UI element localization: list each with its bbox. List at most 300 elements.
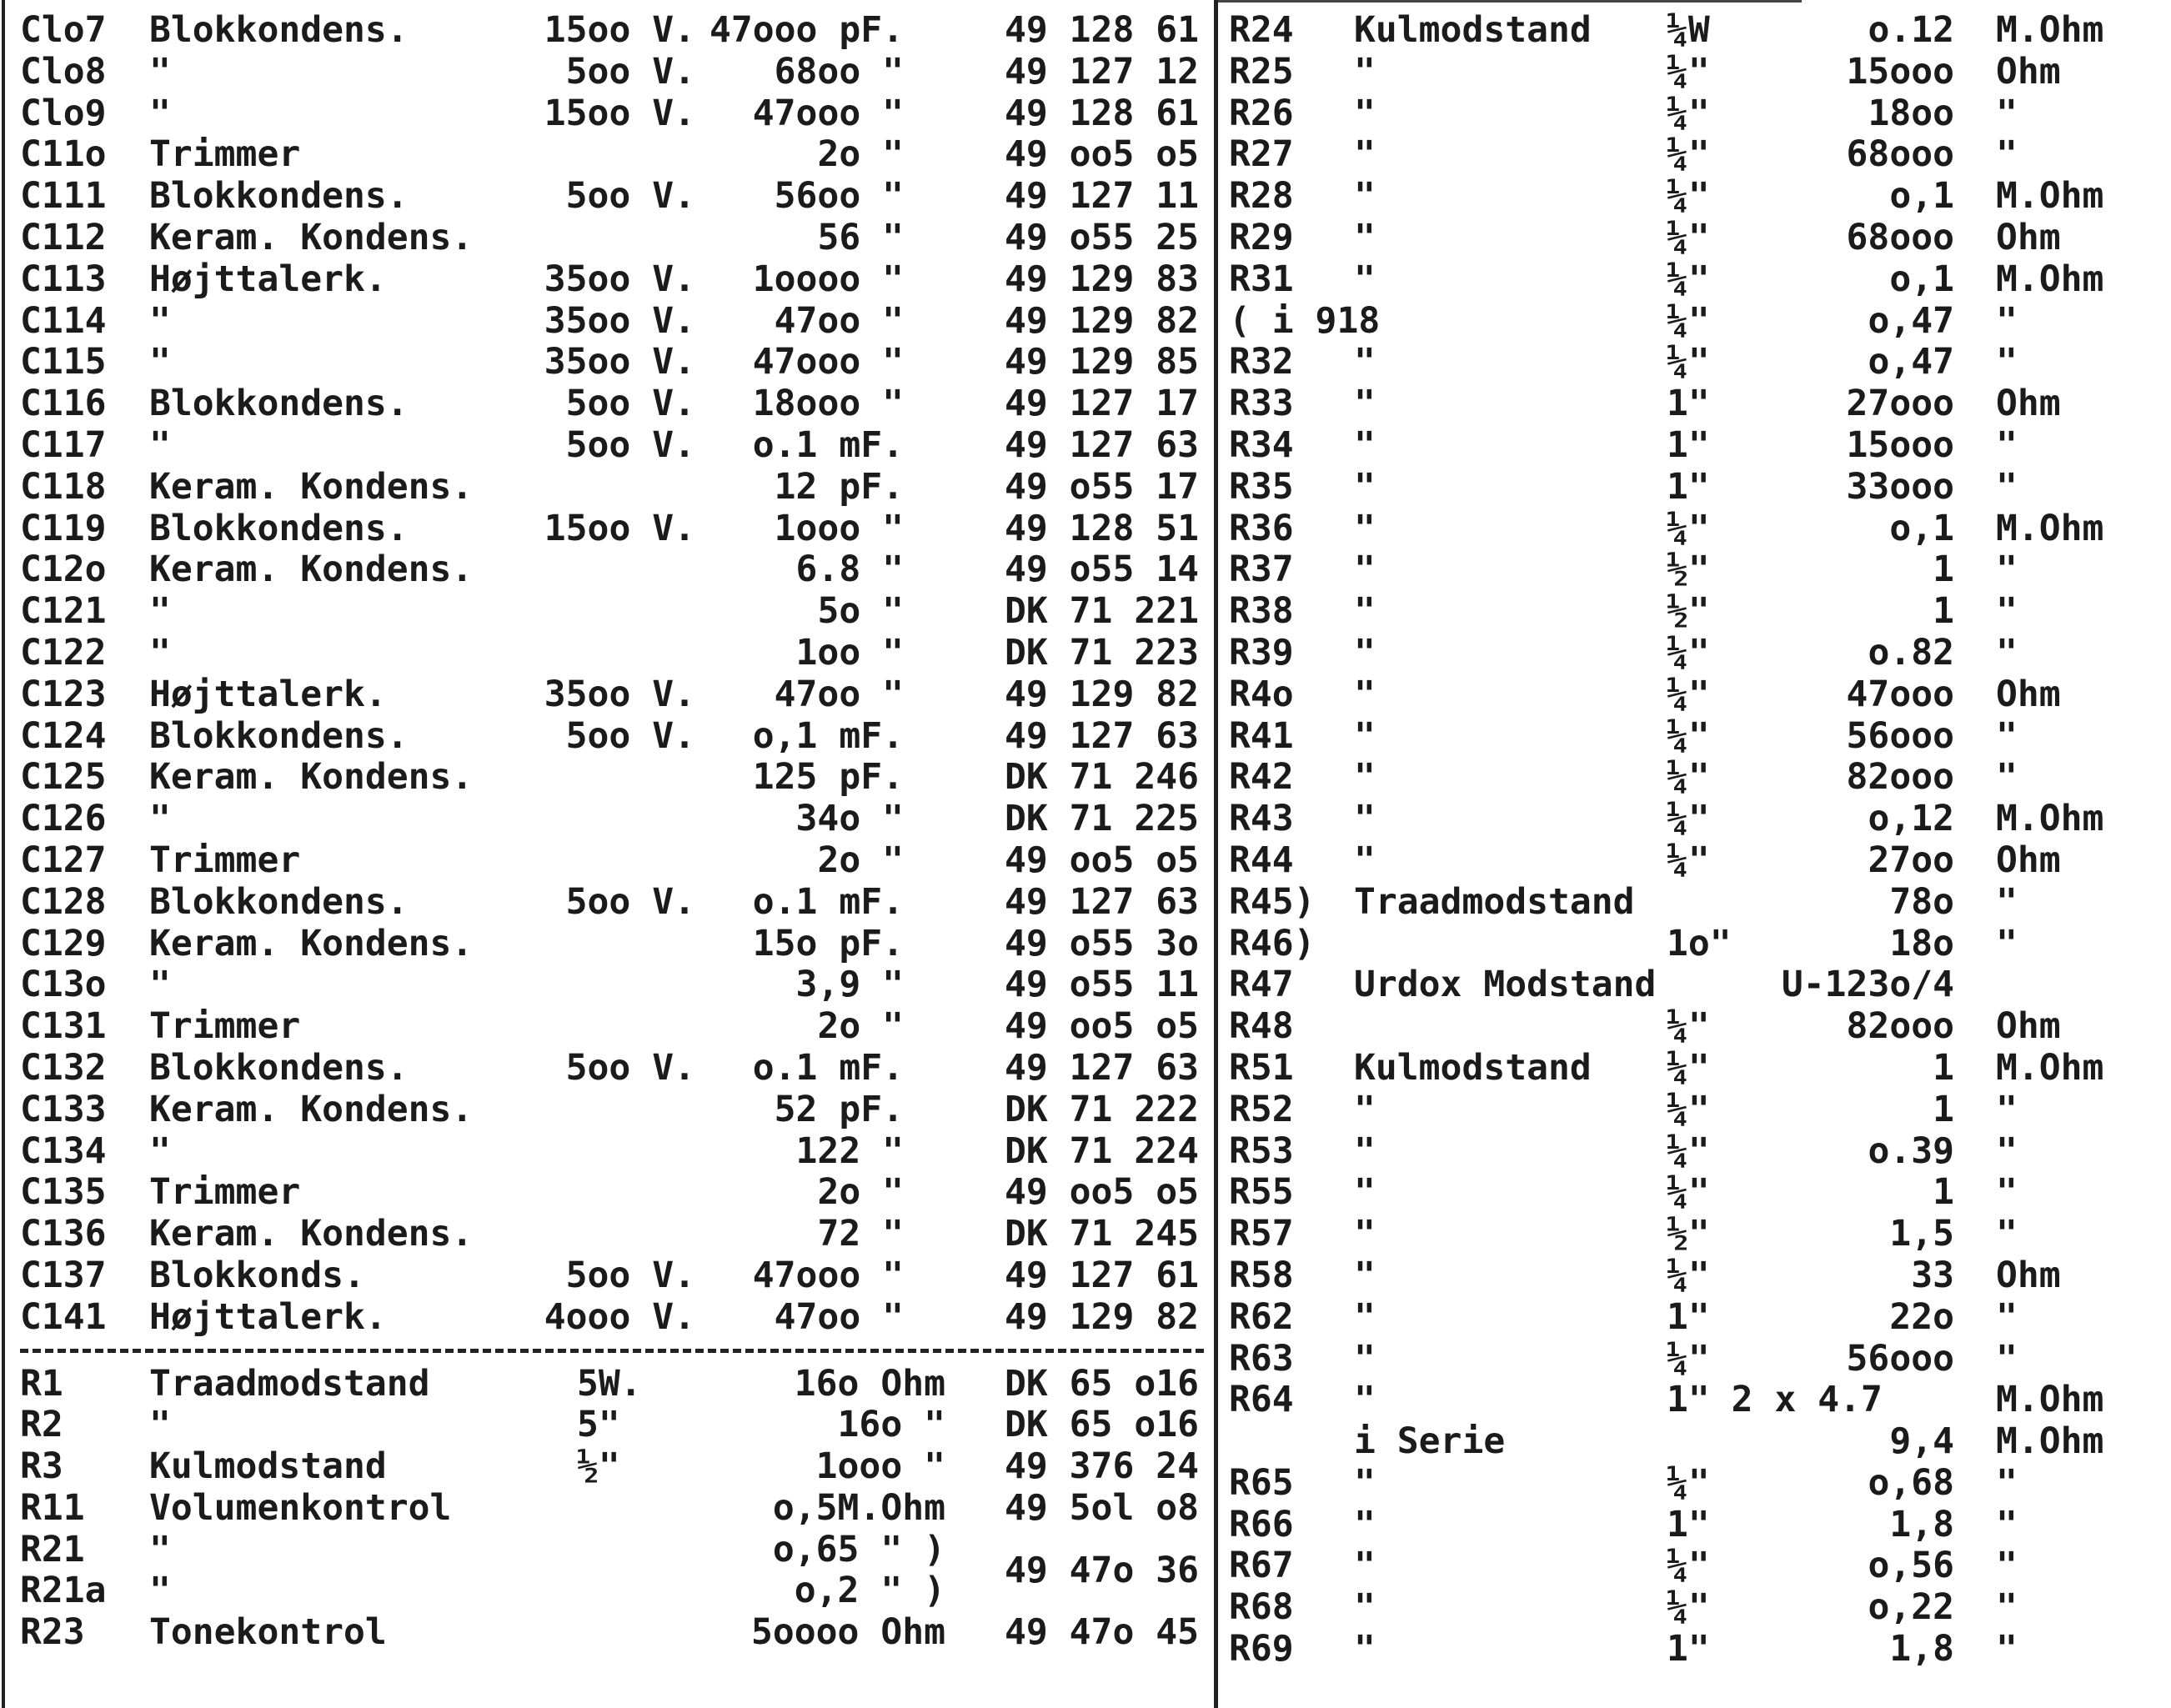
- part-desc: ": [1354, 590, 1376, 633]
- part-desc: Trimmer: [149, 133, 301, 176]
- part-code: 49 127 11: [1005, 175, 1199, 218]
- part-value: 82ooo: [1846, 1005, 1954, 1048]
- part-value: 18oo: [1868, 92, 1954, 134]
- part-ref: C112: [20, 216, 107, 258]
- table-row: [20, 93, 1204, 135]
- table-row: [20, 10, 1204, 52]
- table-row: [1229, 549, 2129, 591]
- part-unit: ": [1996, 756, 2018, 799]
- part-code: 49 128 61: [1005, 92, 1199, 134]
- part-rating: ½": [1667, 548, 1710, 591]
- part-rating: ¼": [1667, 1545, 1710, 1587]
- part-ref: C123: [20, 673, 107, 715]
- part-ref: C124: [20, 714, 107, 757]
- part-voltage: 15oo V.: [544, 507, 695, 549]
- table-row: [1229, 1089, 2129, 1131]
- part-voltage: 5oo V.: [565, 714, 695, 757]
- part-ref: R39: [1229, 631, 1294, 674]
- table-row: [1229, 757, 2129, 799]
- table-row: [1229, 1629, 2129, 1670]
- part-value: 47ooo ": [752, 92, 904, 134]
- part-desc: Kulmodstand: [149, 1445, 387, 1488]
- table-row: [20, 882, 1204, 924]
- table-row: [20, 383, 1204, 425]
- part-unit: ": [1996, 1503, 2018, 1545]
- part-value: 5oooo Ohm: [751, 1611, 945, 1654]
- part-value: 16o Ohm: [794, 1362, 945, 1405]
- part-rating: ¼": [1667, 341, 1710, 383]
- part-ref: C119: [20, 507, 107, 549]
- part-rating: ¼": [1667, 673, 1710, 715]
- part-desc: ": [1354, 507, 1376, 549]
- part-rating: ¼": [1667, 1254, 1710, 1296]
- part-desc: Blokkondens.: [149, 175, 409, 218]
- table-row: [20, 218, 1204, 259]
- part-code: DK 71 221: [1005, 590, 1199, 633]
- part-value: 68oo ": [774, 50, 904, 93]
- table-row: [20, 716, 1204, 758]
- part-rating: 1o": [1667, 922, 1732, 964]
- part-ref: R31: [1229, 258, 1294, 300]
- table-row: [20, 301, 1204, 343]
- part-rating: ¼": [1667, 299, 1710, 342]
- part-desc: Keram. Kondens.: [149, 1088, 474, 1130]
- part-unit: Ohm: [1996, 1254, 2061, 1296]
- part-rating: ¼": [1667, 1088, 1710, 1130]
- part-rating: ¼": [1667, 50, 1710, 93]
- part-unit: Ohm: [1996, 50, 2061, 93]
- part-code: 49 oo5 o5: [1005, 1171, 1199, 1214]
- part-desc: ": [1354, 1586, 1376, 1629]
- part-value: o,22: [1868, 1586, 1954, 1629]
- part-desc: ": [1354, 756, 1376, 799]
- table-row: [20, 1006, 1204, 1048]
- part-desc: Blokkondens.: [149, 880, 409, 923]
- part-unit: ": [1996, 714, 2018, 757]
- part-value: 3,9 ": [795, 964, 904, 1006]
- part-voltage: 35oo V.: [544, 673, 695, 715]
- part-desc: ": [1354, 839, 1376, 881]
- part-value: o,47: [1868, 299, 1954, 342]
- part-rating: ¼": [1667, 1046, 1710, 1089]
- part-rating: ¼": [1667, 798, 1710, 840]
- table-row: [20, 134, 1204, 176]
- part-unit: ": [1996, 341, 2018, 383]
- part-unit: Ohm: [1996, 673, 2061, 715]
- part-unit: M.Ohm: [1996, 798, 2104, 840]
- part-desc: ": [1354, 50, 1376, 93]
- table-row: [20, 1488, 1204, 1530]
- part-value: 33ooo: [1846, 465, 1954, 508]
- part-desc: Trimmer: [149, 1005, 301, 1048]
- part-ref: R3: [20, 1445, 63, 1488]
- part-rating: ¼": [1667, 133, 1710, 176]
- part-unit: ": [1996, 423, 2018, 466]
- part-value: 2o ": [817, 839, 904, 881]
- table-row: [20, 1089, 1204, 1131]
- part-voltage: 5oo V.: [565, 880, 695, 923]
- part-code: 49 376 24: [1005, 1445, 1199, 1488]
- table-row: [1229, 882, 2129, 924]
- part-value: 1ooo ": [774, 507, 904, 549]
- part-desc: ": [1354, 1379, 1376, 1421]
- part-desc: ": [1354, 175, 1376, 218]
- part-ref: C135: [20, 1171, 107, 1214]
- part-value: 56ooo: [1846, 1337, 1954, 1380]
- part-desc: Blokkondens.: [149, 383, 409, 425]
- part-ref: R21: [20, 1528, 85, 1570]
- part-rating: 1" 2 x 4.7: [1667, 1379, 1883, 1421]
- table-row: [1229, 1587, 2129, 1629]
- part-rating: ¼": [1667, 756, 1710, 799]
- part-desc: ": [1354, 714, 1376, 757]
- part-ref: Clo9: [20, 92, 107, 134]
- part-desc: ": [149, 964, 171, 1006]
- part-ref: R53: [1229, 1129, 1294, 1172]
- part-ref: R2: [20, 1404, 63, 1446]
- part-value: 125 pF.: [752, 756, 904, 799]
- part-desc: ": [149, 92, 171, 134]
- part-desc: Blokkondens.: [149, 1046, 409, 1089]
- table-row: [1229, 924, 2129, 965]
- part-ref: R47: [1229, 964, 1294, 1006]
- part-unit: M.Ohm: [1996, 1046, 2104, 1089]
- part-unit: ": [1996, 1337, 2018, 1380]
- part-desc: ": [1354, 1171, 1376, 1214]
- part-code: 49 oo5 o5: [1005, 133, 1199, 176]
- part-desc: Tonekontrol: [149, 1611, 387, 1654]
- part-value: 2o ": [817, 133, 904, 176]
- part-rating: ¼": [1667, 258, 1710, 300]
- table-row: [20, 1297, 1204, 1339]
- part-desc: Keram. Kondens.: [149, 548, 474, 591]
- part-desc: ": [1354, 1295, 1376, 1338]
- table-row: [1229, 1463, 2129, 1505]
- table-row: [20, 1172, 1204, 1214]
- part-ref: C131: [20, 1005, 107, 1048]
- part-ref: R48: [1229, 1005, 1294, 1048]
- part-ref: R32: [1229, 341, 1294, 383]
- part-voltage: 5oo V.: [565, 1254, 695, 1296]
- part-desc: ": [1354, 341, 1376, 383]
- table-row: [20, 1446, 1204, 1488]
- part-value: 1,8: [1889, 1628, 1954, 1670]
- part-value: 122 ": [795, 1129, 904, 1172]
- part-value: 15ooo: [1846, 50, 1954, 93]
- part-ref: R27: [1229, 133, 1294, 176]
- table-row: [20, 1131, 1204, 1173]
- table-row: [20, 1255, 1204, 1297]
- part-ref: C129: [20, 922, 107, 964]
- part-value: o.39: [1868, 1129, 1954, 1172]
- part-desc: ": [1354, 1503, 1376, 1545]
- part-code: 49 5ol o8: [1005, 1486, 1199, 1529]
- part-value: o.12: [1868, 9, 1954, 51]
- part-value: o,65 " ): [772, 1528, 945, 1570]
- part-value: o,1 mF.: [752, 714, 904, 757]
- part-unit: M.Ohm: [1996, 258, 2104, 300]
- part-value: 52 pF.: [774, 1088, 904, 1130]
- part-ref: R69: [1229, 1628, 1294, 1670]
- table-row: [20, 840, 1204, 882]
- part-desc: ": [1354, 1129, 1376, 1172]
- table-row: [1229, 1131, 2129, 1173]
- part-desc: ": [1354, 1461, 1376, 1504]
- part-desc: Keram. Kondens.: [149, 465, 474, 508]
- part-desc: Højttalerk.: [149, 1295, 387, 1338]
- part-desc: ": [149, 1570, 171, 1612]
- part-unit: M.Ohm: [1996, 1379, 2104, 1421]
- dashed-separator: [20, 1339, 1204, 1364]
- table-row: [1229, 633, 2129, 674]
- part-value: 1oo ": [795, 631, 904, 674]
- part-desc: ": [149, 50, 171, 93]
- part-ref: C132: [20, 1046, 107, 1089]
- part-rating: ½": [1667, 590, 1710, 633]
- part-code: 49 oo5 o5: [1005, 839, 1199, 881]
- part-value: o,5M.Ohm: [772, 1486, 945, 1529]
- part-ref: ( i 918: [1229, 299, 1381, 342]
- part-rating: ¼": [1667, 175, 1710, 218]
- part-value: 18o: [1889, 922, 1954, 964]
- part-voltage: 35oo V.: [544, 258, 695, 300]
- part-unit: ": [1996, 880, 2018, 923]
- part-unit: ": [1996, 1586, 2018, 1629]
- part-rating: ¼": [1667, 1129, 1710, 1172]
- part-ref: C114: [20, 299, 107, 342]
- part-value: 1oooo ": [752, 258, 904, 300]
- part-desc: Blokkonds.: [149, 1254, 365, 1296]
- part-value: 9,4: [1889, 1420, 1954, 1463]
- part-value: 68ooo: [1846, 133, 1954, 176]
- part-unit: ": [1996, 590, 2018, 633]
- part-value: 1: [1933, 1171, 1954, 1214]
- part-value: o,56: [1868, 1545, 1954, 1587]
- part-rating: ¼": [1667, 1461, 1710, 1504]
- part-desc: ": [1354, 465, 1376, 508]
- table-row: [1229, 1214, 2129, 1255]
- part-value: 2o ": [817, 1171, 904, 1214]
- part-unit: ": [1996, 1545, 2018, 1587]
- part-code: DK 71 225: [1005, 798, 1199, 840]
- part-ref: C111: [20, 175, 107, 218]
- table-row: [20, 674, 1204, 716]
- part-ref: C113: [20, 258, 107, 300]
- table-row: [20, 799, 1204, 840]
- part-code: 49 127 63: [1005, 880, 1199, 923]
- part-unit: ": [1996, 1461, 2018, 1504]
- part-desc: Trimmer: [149, 1171, 301, 1214]
- part-ref: C128: [20, 880, 107, 923]
- part-rating: ¼W: [1667, 9, 1710, 51]
- part-value: 82ooo: [1846, 756, 1954, 799]
- part-desc: Urdox Modstand: [1354, 964, 1657, 1006]
- part-desc: Kulmodstand: [1354, 1046, 1592, 1089]
- part-value: 16o ": [837, 1404, 945, 1446]
- table-row: [20, 757, 1204, 799]
- part-value: 15ooo: [1846, 423, 1954, 466]
- part-desc: Blokkondens.: [149, 9, 409, 51]
- part-value: 2o ": [817, 1005, 904, 1048]
- table-row: [1229, 1006, 2129, 1048]
- part-desc: Højttalerk.: [149, 673, 387, 715]
- table-row: [20, 1214, 1204, 1255]
- part-ref: C118: [20, 465, 107, 508]
- part-value: 1,8: [1889, 1503, 1954, 1545]
- part-unit: M.Ohm: [1996, 507, 2104, 549]
- part-value: 1: [1933, 590, 1954, 633]
- table-row: [1229, 799, 2129, 840]
- part-desc: Keram. Kondens.: [149, 922, 474, 964]
- table-row: [1229, 218, 2129, 259]
- part-ref: R44: [1229, 839, 1294, 881]
- part-desc: ": [1354, 673, 1376, 715]
- table-row: [1229, 716, 2129, 758]
- part-value: 56oo ": [774, 175, 904, 218]
- part-code: 49 o55 25: [1005, 216, 1199, 258]
- table-row: [20, 176, 1204, 218]
- part-desc: ": [149, 299, 171, 342]
- part-value: 78o: [1889, 880, 1954, 923]
- part-ref: R63: [1229, 1337, 1294, 1380]
- table-row: [1229, 1048, 2129, 1089]
- part-unit: ": [1996, 133, 2018, 176]
- table-row: [1229, 840, 2129, 882]
- part-code: 49 129 85: [1005, 341, 1199, 383]
- part-ref: C115: [20, 341, 107, 383]
- part-ref: R42: [1229, 756, 1294, 799]
- part-rating: ½": [1667, 1213, 1710, 1255]
- part-unit: M.Ohm: [1996, 1420, 2104, 1463]
- part-value: 56 ": [817, 216, 904, 258]
- part-ref: C117: [20, 423, 107, 466]
- part-code: 49 127 63: [1005, 714, 1199, 757]
- part-rating: ¼": [1667, 507, 1710, 549]
- part-ref: R25: [1229, 50, 1294, 93]
- part-code: DK 71 222: [1005, 1088, 1199, 1130]
- table-row: [1229, 383, 2129, 425]
- part-rating: 1": [1667, 1628, 1710, 1670]
- part-ref: R66: [1229, 1503, 1294, 1545]
- part-voltage: 5oo V.: [565, 175, 695, 218]
- part-desc: Keram. Kondens.: [149, 1213, 474, 1255]
- part-value: 1ooo ": [815, 1445, 945, 1488]
- part-value: 22o: [1889, 1295, 1954, 1338]
- part-ref: C141: [20, 1295, 107, 1338]
- part-value: o.1 mF.: [752, 880, 904, 923]
- table-row: [20, 591, 1204, 633]
- part-ref: R46): [1229, 922, 1316, 964]
- table-row: [20, 924, 1204, 965]
- part-desc: ": [149, 1129, 171, 1172]
- part-code: 49 128 51: [1005, 507, 1199, 549]
- part-rating: 1": [1667, 383, 1710, 425]
- part-ref: R1: [20, 1362, 63, 1405]
- part-unit: ": [1996, 92, 2018, 134]
- part-unit: M.Ohm: [1996, 9, 2104, 51]
- part-voltage: 5oo V.: [565, 1046, 695, 1089]
- part-desc: ": [1354, 798, 1376, 840]
- part-unit: Ohm: [1996, 1005, 2061, 1048]
- table-row: [20, 1364, 1204, 1405]
- part-desc: ": [1354, 383, 1376, 425]
- part-unit: ": [1996, 1171, 2018, 1214]
- part-desc: ": [149, 1404, 171, 1446]
- part-ref: R36: [1229, 507, 1294, 549]
- table-row: [1229, 134, 2129, 176]
- table-row: [1229, 508, 2129, 550]
- part-value: 47ooo ": [752, 341, 904, 383]
- part-ref: C136: [20, 1213, 107, 1255]
- part-value: 1: [1933, 1046, 1954, 1089]
- part-rating: ¼": [1667, 1171, 1710, 1214]
- part-unit: Ohm: [1996, 383, 2061, 425]
- part-ref: R67: [1229, 1545, 1294, 1587]
- part-value: o,47: [1868, 341, 1954, 383]
- part-ref: C137: [20, 1254, 107, 1296]
- part-ref: R38: [1229, 590, 1294, 633]
- part-value: 33: [1911, 1254, 1954, 1296]
- part-rating: ¼": [1667, 1586, 1710, 1629]
- part-unit: ": [1996, 1213, 2018, 1255]
- part-ref: R26: [1229, 92, 1294, 134]
- part-desc: Keram. Kondens.: [149, 216, 474, 258]
- part-code: DK 71 224: [1005, 1129, 1199, 1172]
- part-rating: ½": [577, 1445, 620, 1488]
- part-voltage: 35oo V.: [544, 341, 695, 383]
- part-desc: ": [1354, 1088, 1376, 1130]
- part-rating: 1": [1667, 1295, 1710, 1338]
- part-ref: R21a: [20, 1570, 107, 1612]
- part-ref: R35: [1229, 465, 1294, 508]
- part-desc: ": [1354, 1545, 1376, 1587]
- part-value: 15o pF.: [752, 922, 904, 964]
- part-desc: ": [149, 631, 171, 674]
- part-value: 27ooo: [1846, 383, 1954, 425]
- table-row: [20, 964, 1204, 1006]
- part-value: 47ooo pF.: [709, 9, 904, 51]
- part-ref: R11: [20, 1486, 85, 1529]
- part-ref: R51: [1229, 1046, 1294, 1089]
- part-ref: Clo8: [20, 50, 107, 93]
- table-row: [20, 508, 1204, 550]
- part-unit: ": [1996, 1295, 2018, 1338]
- part-desc: ": [149, 590, 171, 633]
- part-rating: 1": [1667, 1503, 1710, 1545]
- part-unit: M.Ohm: [1996, 175, 2104, 218]
- part-code: 49 47o 45: [1005, 1611, 1199, 1654]
- part-voltage: 15oo V.: [544, 9, 695, 51]
- part-ref: C121: [20, 590, 107, 633]
- part-rating: ¼": [1667, 216, 1710, 258]
- part-code: 49 o55 14: [1005, 548, 1199, 591]
- part-code: 49 127 17: [1005, 383, 1199, 425]
- part-desc: ": [1354, 1213, 1376, 1255]
- table-row: [1229, 1421, 2129, 1463]
- table-row: [1229, 1505, 2129, 1546]
- part-desc: ": [1354, 1337, 1376, 1380]
- part-ref: R4o: [1229, 673, 1294, 715]
- table-row: [1229, 52, 2129, 93]
- part-rating: ¼": [1667, 714, 1710, 757]
- part-desc: Blokkondens.: [149, 507, 409, 549]
- part-desc: Blokkondens.: [149, 714, 409, 757]
- resistor-column: [1229, 10, 2129, 1670]
- part-value: 47ooo: [1846, 673, 1954, 715]
- part-unit: ": [1996, 922, 2018, 964]
- part-code: 49 o55 11: [1005, 964, 1199, 1006]
- part-code: 49 127 63: [1005, 423, 1199, 466]
